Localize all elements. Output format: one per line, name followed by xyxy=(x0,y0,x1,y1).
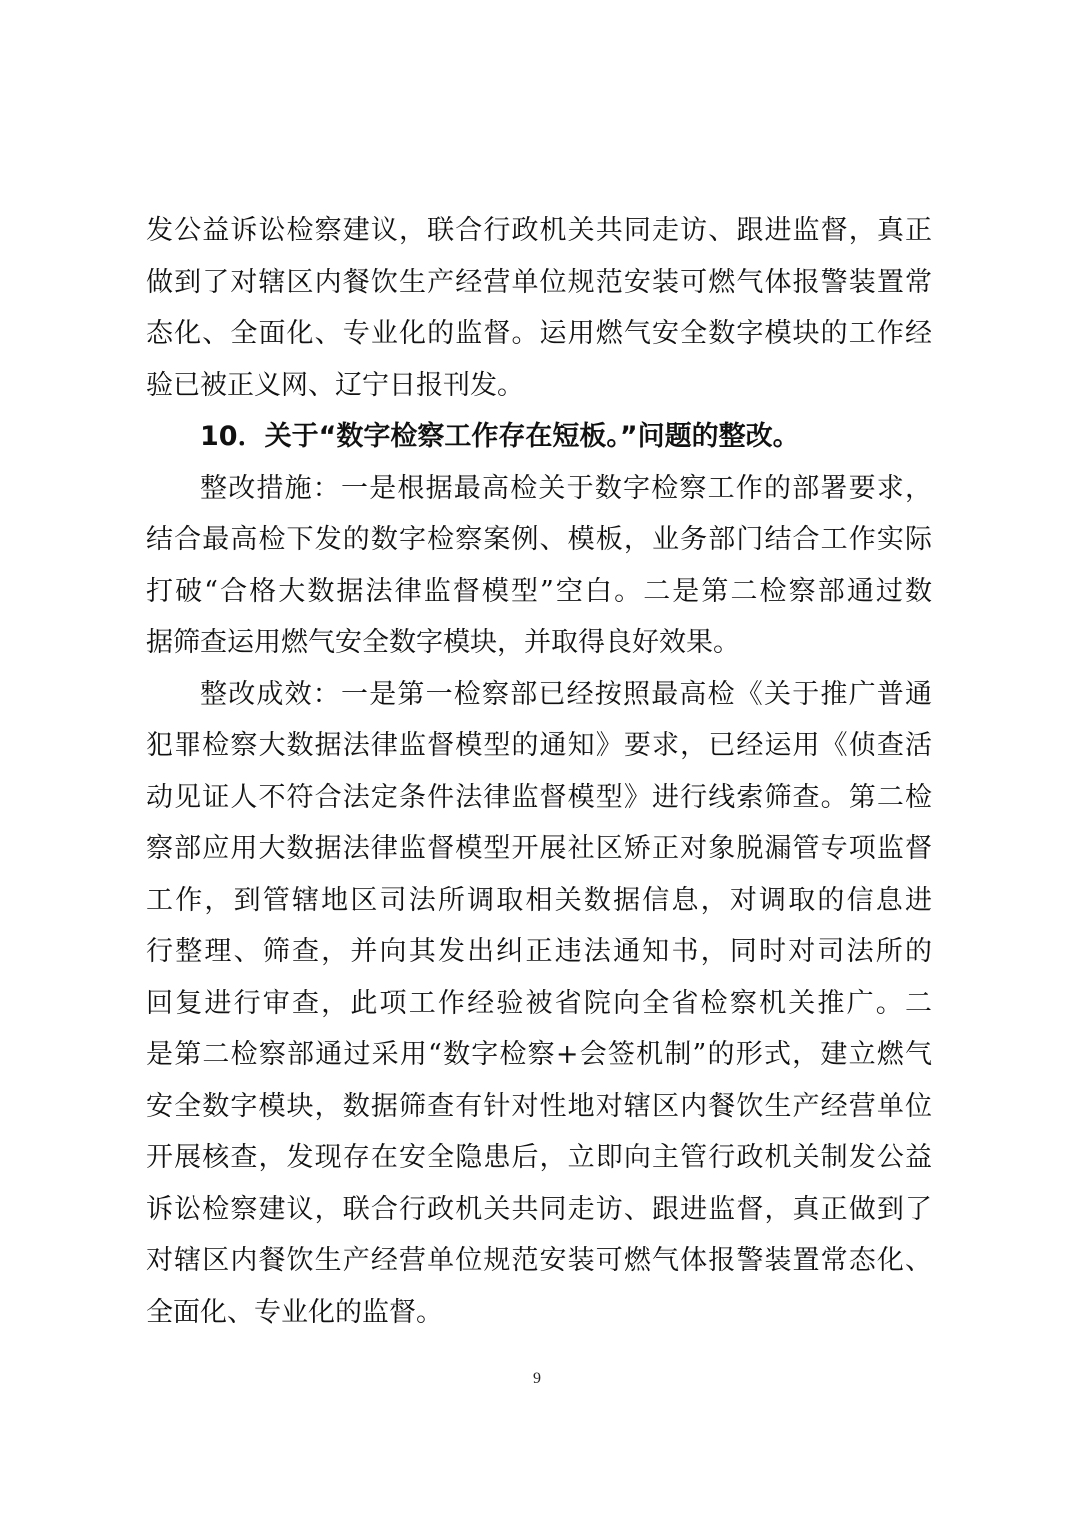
paragraph-results xyxy=(146,669,932,1339)
body-text xyxy=(146,205,932,1338)
text-line: 动见证人不符合法定条件法律监督模型》进行线索筛查。第二检 xyxy=(146,781,932,813)
text-line: 是第二检察部通过采用“数字检察+会签机制”的形式，建立燃气 xyxy=(146,1039,932,1070)
text-line: 发公益诉讼检察建议，联合行政机关共同走访、跟进监督，真正 xyxy=(146,215,932,246)
paragraph-measures xyxy=(146,463,932,669)
text-line: 态化、全面化、专业化的监督。运用燃气安全数字模块的工作经 xyxy=(146,318,932,349)
text-line: 全面化、专业化的监督。 xyxy=(146,1296,443,1328)
text-line: 回复进行审查，此项工作经验被省院向全省检察机关推广。二 xyxy=(146,987,932,1019)
text-line: 犯罪检察大数据法律监督模型的通知》要求，已经运用《侦查活 xyxy=(146,730,932,761)
text-line: 打破“合格大数据法律监督模型”空白。二是第二检察部通过数 xyxy=(146,575,932,607)
text-line: 据筛查运用燃气安全数字模块，并取得良好效果。 xyxy=(146,627,740,658)
text-line: 整改措施：一是根据最高检关于数字检察工作的部署要求， xyxy=(200,472,932,504)
text-line: 整改成效：一是第一检察部已经按照最高检《关于推广普通 xyxy=(200,678,932,710)
text-line: 验已被正义网、辽宁日报刊发。 xyxy=(146,369,524,401)
text-line: 工作，到管辖地区司法所调取相关数据信息，对调取的信息进 xyxy=(146,884,932,916)
paragraph-continuation xyxy=(146,205,932,411)
heading-line: 10．关于“数字检察工作存在短板。”问题的整改。 xyxy=(200,421,800,452)
text-line: 行整理、筛查，并向其发出纠正违法通知书，同时对司法所的 xyxy=(146,936,932,967)
text-line: 安全数字模块，数据筛查有针对性地对辖区内餐饮生产经营单位 xyxy=(146,1090,932,1122)
text-line: 察部应用大数据法律监督模型开展社区矫正对象脱漏管专项监督 xyxy=(146,833,932,864)
section-heading xyxy=(146,411,932,463)
text-line: 对辖区内餐饮生产经营单位规范安装可燃气体报警装置常态化、 xyxy=(146,1245,932,1276)
text-line: 诉讼检察建议，联合行政机关共同走访、跟进监督，真正做到了 xyxy=(146,1193,932,1225)
page-number: 9 xyxy=(533,1370,541,1387)
text-line: 开展核查，发现存在安全隐患后，立即向主管行政机关制发公益 xyxy=(146,1142,932,1173)
text-line: 结合最高检下发的数字检察案例、模板，业务部门结合工作实际 xyxy=(146,524,932,555)
text-line: 做到了对辖区内餐饮生产经营单位规范安装可燃气体报警装置常 xyxy=(146,266,932,298)
